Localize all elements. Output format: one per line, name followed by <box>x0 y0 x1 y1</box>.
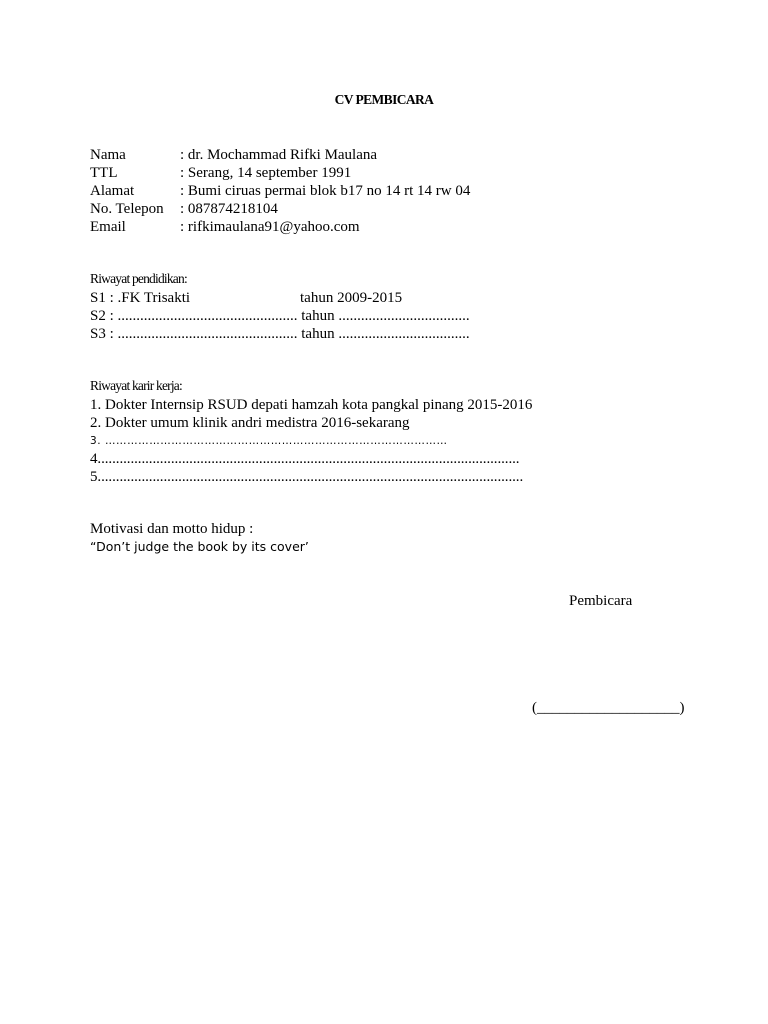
signature-line: (___________________) <box>532 700 685 716</box>
identity-value: : dr. Mochammad Rifki Maulana <box>180 147 378 163</box>
identity-row-address <box>90 182 470 200</box>
education-s2: S2 : ................................................ tahun ................................... <box>90 308 470 324</box>
identity-label: Nama <box>90 147 126 163</box>
identity-row-birth <box>90 164 470 182</box>
education-s1-year: tahun 2009-2015 <box>300 290 403 306</box>
identity-row-phone <box>90 200 470 218</box>
motto-heading: Motivasi dan motto hidup : <box>90 521 254 537</box>
career-item-5: 5.................................................................................................................... <box>90 469 524 485</box>
career-item-3: 3. ………………………………………………………………………………… <box>90 435 448 447</box>
education-heading: Riwayat pendidikan: <box>90 271 187 286</box>
signature-role: Pembicara <box>569 593 633 609</box>
identity-label: Alamat <box>90 183 135 199</box>
document-title: CV PEMBICARA <box>334 92 434 107</box>
motto-block <box>90 520 309 556</box>
career-item-1: 1. Dokter Internsip RSUD depati hamzah kota pangkal pinang 2015-2016 <box>90 397 533 413</box>
education-block <box>90 289 470 343</box>
identity-row-name <box>90 146 470 164</box>
education-s1-degree: S1 : .FK Trisakti <box>90 290 191 306</box>
identity-block <box>90 146 470 236</box>
education-s3: S3 : ................................................ tahun ................................... <box>90 326 470 342</box>
identity-value: : 087874218104 <box>180 201 278 217</box>
identity-value: : Serang, 14 september 1991 <box>180 165 352 181</box>
identity-value: : rifkimaulana91@yahoo.com <box>180 219 360 235</box>
education-s1 <box>90 289 470 307</box>
identity-label: No. Telepon <box>90 201 164 217</box>
career-item-2: 2. Dokter umum klinik andri medistra 2016-sekarang <box>90 415 410 431</box>
career-block <box>90 396 532 486</box>
motto-quote: “Don’t judge the book by its cover’ <box>90 539 309 554</box>
identity-label: TTL <box>90 165 118 181</box>
identity-value: : Bumi ciruas permai blok b17 no 14 rt 14 rw 04 <box>180 183 471 199</box>
career-heading: Riwayat karir kerja: <box>90 378 182 393</box>
identity-label: Email <box>90 219 126 235</box>
identity-row-email <box>90 218 470 236</box>
career-item-4: 4................................................................................................................... <box>90 451 520 467</box>
